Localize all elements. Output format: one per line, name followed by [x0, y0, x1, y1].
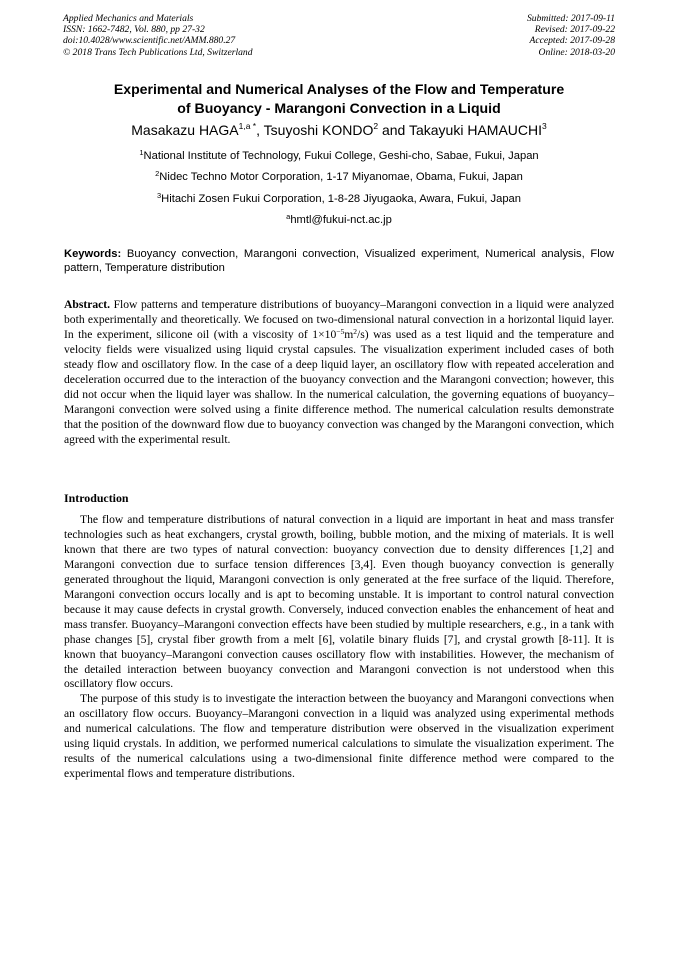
email-text: hmtl@fukui-nct.ac.jp — [290, 214, 392, 226]
affiliation-2 — [40, 170, 638, 184]
affiliation-2-text: Nidec Techno Motor Corporation, 1-17 Miyanomae, Obama, Fukui, Japan — [159, 171, 523, 183]
issn: ISSN: 1662-7482, Vol. 880, pp 27-32 — [63, 24, 205, 36]
abstract — [64, 298, 614, 448]
journal-info — [63, 13, 253, 58]
author-3: Takayuki HAMAUCHI — [408, 122, 543, 138]
author-list — [40, 121, 638, 139]
abstract-sup-1: −5 — [336, 326, 345, 336]
submitted-date: Submitted: 2017-09-11 — [526, 13, 615, 24]
author-sep-1: , — [256, 122, 264, 138]
affiliation-3-sup: 3 — [156, 191, 162, 200]
affiliation-1-sup: 1 — [139, 148, 144, 157]
affiliation-1-text: National Institute of Technology, Fukui College, Geshi-cho, Sabae, Fukui, Japan — [143, 150, 539, 162]
abstract-sup-2: 2 — [353, 326, 358, 336]
journal-name: Applied Mechanics and Materials — [63, 13, 194, 24]
author-3-sup: 3 — [542, 121, 547, 131]
introduction-heading: Introduction — [64, 491, 129, 505]
author-1: Masakazu HAGA — [131, 122, 239, 138]
affiliation-1 — [40, 149, 638, 163]
author-1-sup: 1,a * — [238, 121, 257, 131]
intro-paragraph-1: The flow and temperature distributions of natural convection in a liquid are important in heat and mass transfer technologies such as heat exchangers, crystal growth, boiling, bubble motion, and the mixing of materials. It is well known that there are two types of natural convection: buoyancy convection due to density differences [1,2] and Marangoni convection due to surface tension differences [3,4]. Even though buoyancy convection is generally generated throughout the liquid, Marangoni convection is only generated at the free surface of the liquid. Therefore, Marangoni convection occurs locally and is apt to becoming unstable. It is important to control natural convection because it may cause defects in crystal growth. Conversely, induced convection enables the enhancement of heat and mass transfer. Buoyancy–Marangoni convection effects have been studied by multiple researchers, e.g., in a tank with phase changes [5], crystal fiber growth from a melt [6], volatile binary fluids [7], and crystal growth [8-11]. It is known that buoyancy–Marangoni convection causes oscillatory flow with instabilities. However, the mechanism of the detailed interaction between buoyancy convection and Marangoni convection is not understood when this oscillatory flow occurs. — [64, 513, 614, 691]
online-date: Online: 2018-03-20 — [538, 46, 615, 58]
affiliation-3 — [40, 192, 638, 206]
keywords-label: Keywords: — [64, 248, 122, 260]
author-2-sup: 2 — [373, 121, 379, 131]
introduction-body — [64, 513, 614, 782]
keywords-text: Buoyancy convection, Marangoni convection, Visualized experiment, Numerical analysis, Flow pattern, Temperature distribution — [64, 248, 614, 274]
email — [40, 213, 638, 227]
doi: doi:10.4028/www.scientific.net/AMM.880.27 — [63, 35, 236, 47]
copyright: © 2018 Trans Tech Publications Ltd, Switzerland — [63, 46, 253, 58]
revised-date: Revised: 2017-09-22 — [534, 24, 615, 36]
author-sep-2: and — [378, 122, 409, 138]
accepted-date: Accepted: 2017-09-28 — [529, 35, 615, 47]
title-line-2: of Buoyancy - Marangoni Convection in a Liquid — [177, 100, 501, 116]
affiliation-3-text: Hitachi Zosen Fukui Corporation, 1-8-28 Jiyugaoka, Awara, Fukui, Japan — [161, 193, 522, 205]
paper-title — [40, 80, 638, 118]
affiliation-2-sup: 2 — [155, 169, 160, 178]
abstract-text-2: m — [344, 327, 354, 341]
date-info — [527, 13, 615, 58]
email-sup: a — [286, 212, 291, 221]
intro-paragraph-2: The purpose of this study is to investigate the interaction between the buoyancy and Marangoni convections when an oscillatory flow occurs. Buoyancy–Marangoni convection in a liquid was analyzed using experimental methods and numerical calculations. The flow and temperature distribution were observed in the visualization experiment using liquid crystals. In addition, we performed numerical calculations to simulate the visualization experiment. The results of the numerical calculations using a two-dimensional finite difference method were compared to the experimental flows and temperature distributions. — [64, 692, 614, 781]
author-2: Tsuyoshi KONDO — [263, 122, 374, 138]
abstract-text-1: Flow patterns and temperature distributions of buoyancy–Marangoni convection in a liquid were analyzed both experimentally and theoretically. We focused on two-dimensional natural convection in a horizontal liquid layer. In the experiment, silicone oil (with a viscosity of 1×10 — [64, 298, 614, 341]
keywords — [64, 248, 614, 275]
abstract-text-3: /s) was used as a test liquid and the temperature and velocity fields were visualized using liquid crystal capsules. The visualization experiment included cases of both steady flow and oscillatory flow. In the case of a deep liquid layer, an oscillatory flow with repeated acceleration and deceleration occurred due to the interaction of the buoyancy convection and the Marangoni convection; however, this did not occur when the liquid layer was shallow. In the numerical calculation, the governing equations of buoyancy–Marangoni convection were solved using a finite difference method. The numerical calculation results demonstrate that the position of the downward flow due to buoyancy convection was changed by the Marangoni convection, which agreed with the experimental result. — [64, 327, 615, 446]
title-line-1: Experimental and Numerical Analyses of the Flow and Temperature — [113, 81, 565, 97]
abstract-label: Abstract. — [64, 298, 111, 311]
